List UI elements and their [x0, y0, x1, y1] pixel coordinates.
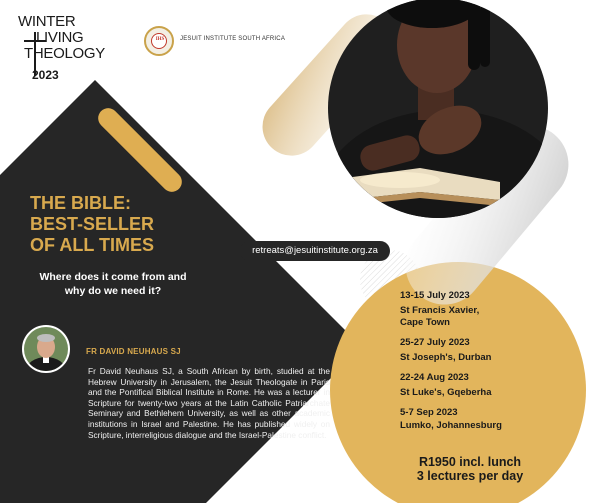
- speaker-bio: Fr David Neuhaus SJ, a South African by birth, studied at the Hebrew University in Jerusalem, the Jesuit Theologate in Paris and the Pontifical Biblical Institute in Rome. He was a lecturer in Scripture for twenty-two years at the Latin Catholic Patriarchate Seminary and Bethlehem University, as well as other academic institutions in Israel and Palestine. He has published widely on Scripture, interreligious dialogue and the Israel-Palestine conflict.: [88, 366, 330, 440]
- logo-year: 2023: [32, 68, 59, 82]
- speaker-portrait-icon: [24, 327, 68, 371]
- session-dates: 13-15 July 2023: [400, 290, 470, 301]
- logo-word-winter: WINTER: [18, 13, 76, 30]
- question-line-2: why do we need it?: [64, 285, 162, 297]
- lectures-line: 3 lectures per day: [416, 469, 524, 483]
- event-title: [30, 193, 200, 256]
- session-location: St Francis Xavier,: [400, 305, 480, 316]
- title-line-1: THE BIBLE:: [30, 193, 131, 213]
- session-location: Lumko, Johannesburg: [400, 420, 502, 431]
- session-item: [400, 407, 560, 432]
- speaker-avatar: [22, 325, 70, 373]
- logo-word-theology: THEOLOGY: [24, 45, 105, 62]
- price-line: R1950 incl. lunch: [418, 455, 522, 469]
- session-dates: 25-27 July 2023: [400, 337, 470, 348]
- session-location: St Joseph's, Durban: [400, 352, 492, 363]
- session-item: [400, 290, 560, 329]
- winter-living-theology-logo: [18, 14, 128, 84]
- jesuit-seal-icon: [144, 26, 174, 56]
- title-line-2: BEST-SELLER: [30, 214, 155, 234]
- title-line-3: OF ALL TIMES: [30, 235, 154, 255]
- seal-inner: [151, 33, 167, 49]
- session-dates: 5-7 Sep 2023: [400, 407, 458, 418]
- question-line-1: Where does it come from and: [39, 271, 187, 283]
- speaker-name: FR DAVID NEUHAUS SJ: [86, 347, 181, 356]
- organisation-name: JESUIT INSTITUTE SOUTH AFRICA: [180, 36, 286, 42]
- session-item: [400, 337, 560, 364]
- session-location: St Luke's, Gqeberha: [400, 387, 492, 398]
- session-item: [400, 372, 560, 399]
- event-question: [28, 270, 198, 298]
- seal-monogram: IHS: [155, 37, 165, 42]
- contact-email[interactable]: retreats@jesuitinstitute.org.za: [240, 241, 390, 261]
- session-dates: 22-24 Aug 2023: [400, 372, 469, 383]
- session-location: Cape Town: [400, 317, 450, 328]
- pricing: [395, 455, 545, 483]
- session-list: [400, 290, 560, 438]
- logo-word-living: LIVING: [36, 29, 84, 46]
